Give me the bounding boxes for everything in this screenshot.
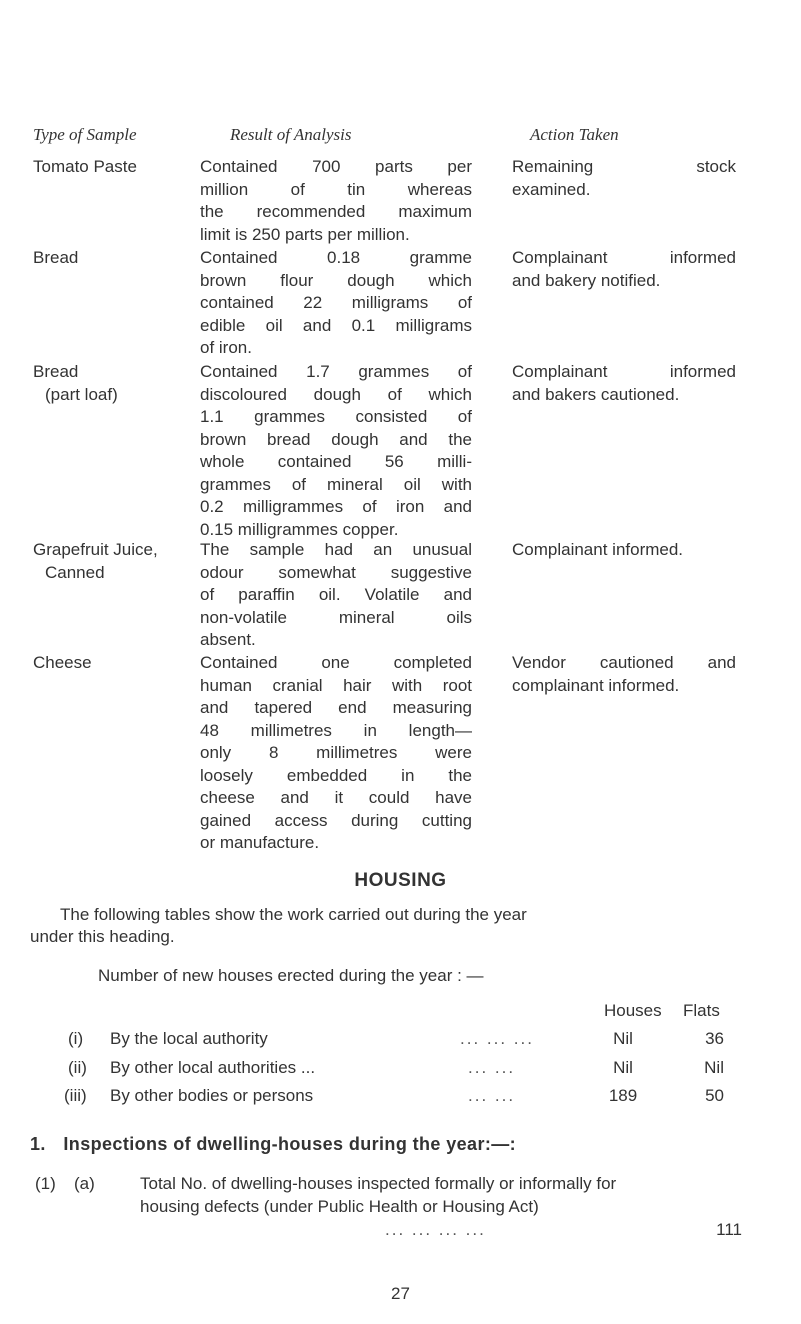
result-line: loosely embedded in the — [200, 765, 472, 785]
sample-type-line: Tomato Paste — [33, 157, 137, 176]
action-line: Complainant informed. — [512, 540, 684, 559]
flats-value: 50 — [705, 1086, 724, 1105]
header-result-of-analysis: Result of Analysis — [230, 125, 352, 144]
row-label: By other bodies or persons — [110, 1086, 314, 1105]
houses-row — [0, 1086, 801, 1108]
analysis-result — [200, 247, 472, 360]
item-value: 111 — [716, 1220, 742, 1239]
sample-type-line: Bread — [33, 248, 79, 267]
col-header-flats: Flats — [683, 1001, 720, 1020]
sample-type — [33, 247, 213, 270]
houses-value: Nil — [613, 1029, 633, 1048]
result-line: 48 millimetres in length— — [200, 720, 472, 740]
leader-dots: ... ... — [468, 1086, 516, 1105]
houses-value: 189 — [608, 1086, 638, 1105]
page-number: 27 — [391, 1284, 410, 1303]
housing-intro-line-2: under this heading. — [30, 927, 175, 946]
leader-dots: ... ... — [468, 1058, 516, 1077]
analysis-result — [200, 361, 472, 541]
col-header-houses: Houses — [604, 1001, 662, 1020]
action-line: Vendor cautioned and — [512, 653, 736, 672]
row-label: By other local authorities ... — [110, 1058, 316, 1077]
sample-type — [33, 652, 213, 675]
row-number: (iii) — [64, 1086, 87, 1105]
sample-type-line: Grapefruit Juice, — [33, 540, 158, 559]
action-line: Remaining stock — [512, 157, 736, 176]
action-line: complainant informed. — [512, 675, 680, 695]
result-line: the recommended maximum — [200, 202, 472, 221]
sample-type-line: (part loaf) — [45, 384, 118, 404]
new-houses-label: Number of new houses erected during the year : — — [98, 966, 484, 985]
flats-value: Nil — [704, 1058, 724, 1077]
result-line: odour somewhat suggestive — [200, 562, 472, 582]
leader-dots: ... ... ... ... — [385, 1220, 486, 1239]
item-letter: (a) — [74, 1174, 95, 1193]
result-line: or manufacture. — [200, 833, 320, 852]
action-taken — [512, 247, 736, 292]
result-line: cheese and it could have — [200, 788, 472, 807]
result-line: brown bread dough and the — [200, 429, 472, 449]
flats-value: 36 — [705, 1029, 724, 1048]
action-taken — [512, 539, 736, 562]
action-line: Complainant informed — [512, 362, 736, 381]
header-action-taken: Action Taken — [530, 125, 619, 144]
houses-row — [0, 1058, 801, 1080]
inspections-heading — [30, 1134, 516, 1155]
result-line: discoloured dough of which — [200, 384, 472, 404]
action-taken — [512, 652, 736, 697]
analysis-result — [200, 539, 472, 652]
housing-heading: HOUSING — [354, 870, 447, 891]
row-number: (i) — [68, 1029, 84, 1048]
result-line: 1.1 grammes consisted of — [200, 407, 472, 426]
houses-row — [0, 1029, 801, 1051]
result-line: whole contained 56 milli- — [200, 452, 472, 471]
result-line: of iron. — [200, 338, 252, 357]
sample-type-line: Cheese — [33, 653, 92, 672]
action-line: examined. — [512, 179, 591, 199]
action-taken — [512, 156, 736, 201]
analysis-result — [200, 156, 472, 246]
result-line: only 8 millimetres were — [200, 743, 472, 762]
result-line: Contained one completed — [200, 653, 472, 672]
result-line: gained access during cutting — [200, 810, 472, 830]
sample-type — [33, 361, 213, 406]
row-number: (ii) — [68, 1058, 87, 1077]
result-line: absent. — [200, 630, 256, 649]
leader-dots: ... ... ... — [460, 1029, 534, 1048]
result-line: The sample had an unusual — [200, 540, 472, 559]
houses-value: Nil — [613, 1058, 633, 1077]
section-number: 1. — [30, 1134, 46, 1154]
result-line: Contained 1.7 grammes of — [200, 362, 472, 381]
result-line: non-volatile mineral oils — [200, 607, 472, 627]
action-line: and bakery notified. — [512, 270, 661, 290]
action-line: Complainant informed — [512, 248, 736, 267]
sample-type-line: Canned — [45, 562, 105, 582]
sample-type — [33, 156, 213, 179]
row-label: By the local authority — [110, 1029, 268, 1048]
sample-type-line: Bread — [33, 362, 79, 381]
housing-intro — [30, 904, 740, 948]
item-text: Total No. of dwelling-houses inspected formally or informally for housing defects (under Public Health or Housing Act) — [140, 1174, 617, 1216]
result-line: grammes of mineral oil with — [200, 474, 472, 494]
result-line: human cranial hair with root — [200, 675, 472, 695]
action-line: and bakers cautioned. — [512, 384, 680, 404]
result-line: brown flour dough which — [200, 270, 472, 290]
result-line: million of tin whereas — [200, 179, 472, 199]
result-line: 0.15 milligrammes copper. — [200, 519, 399, 539]
section-title: Inspections of dwelling-houses during the year:—: — [63, 1134, 517, 1154]
housing-intro-line-1: The following tables show the work carried out during the year — [60, 905, 527, 924]
header-type-of-sample: Type of Sample — [33, 125, 137, 144]
analysis-result — [200, 652, 472, 855]
result-line: limit is 250 parts per million. — [200, 224, 410, 244]
result-line: and tapered end measuring — [200, 698, 472, 717]
action-taken — [512, 361, 736, 406]
result-line: edible oil and 0.1 milligrams — [200, 315, 472, 335]
result-line: Contained 700 parts per — [200, 157, 472, 176]
result-line: Contained 0.18 gramme — [200, 248, 472, 267]
item-number: (1) — [35, 1174, 56, 1193]
sample-type — [33, 539, 213, 584]
result-line: contained 22 milligrams of — [200, 293, 472, 312]
result-line: of paraffin oil. Volatile and — [200, 585, 472, 604]
result-line: 0.2 milligrammes of iron and — [200, 497, 472, 516]
